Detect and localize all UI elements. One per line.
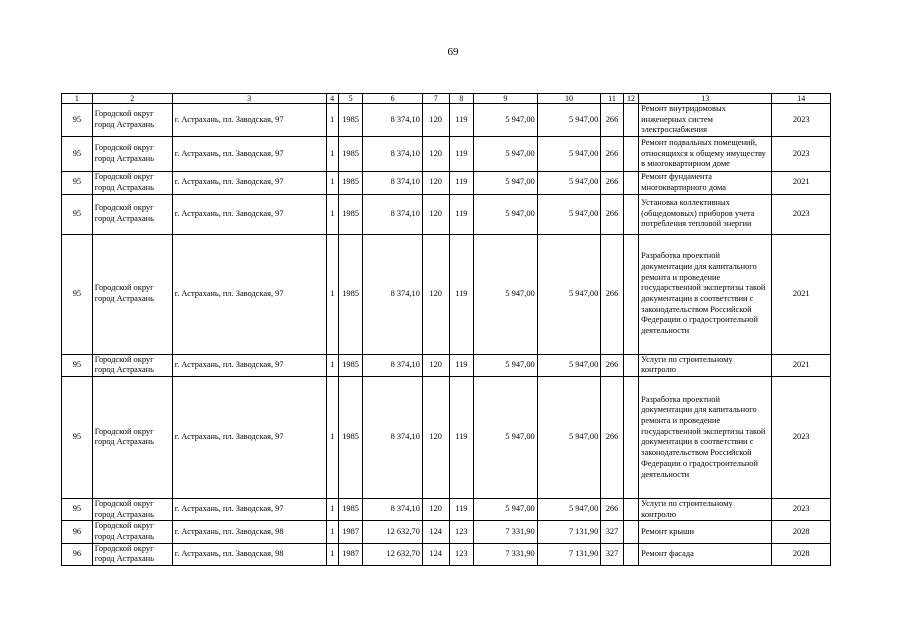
municipality-cell: Городской округ город Астрахань	[92, 104, 172, 137]
table-row	[62, 354, 831, 376]
column-8-value-cell: 123	[449, 521, 474, 543]
address-cell: г. Астрахань, пл. Заводская, 98	[172, 521, 326, 543]
column-number: 2	[92, 94, 172, 104]
column-number: 11	[601, 94, 624, 104]
total-area-cell: 8 374,10	[363, 498, 422, 520]
column-9-value-cell: 5 947,00	[474, 498, 538, 520]
planned-year-cell: 2023	[772, 376, 831, 498]
year-built-cell: 1985	[338, 104, 363, 137]
column-8-value-cell: 119	[449, 104, 474, 137]
address-cell: г. Астрахань, пл. Заводская, 97	[172, 137, 326, 172]
year-built-cell: 1987	[338, 543, 363, 565]
column-8-value-cell: 123	[449, 543, 474, 565]
municipality-cell: Городской округ город Астрахань	[92, 194, 172, 234]
table-row	[62, 376, 831, 498]
column-11-value-cell: 266	[601, 194, 624, 234]
total-area-cell: 12 632,70	[363, 543, 422, 565]
work-type-cell: Ремонт внутридомовых инженерных систем электроснабжения	[639, 104, 772, 137]
total-area-cell: 8 374,10	[363, 194, 422, 234]
year-built-cell: 1985	[338, 354, 363, 376]
column-4-value-cell: 1	[326, 376, 338, 498]
column-9-value-cell: 5 947,00	[474, 104, 538, 137]
column-10-value-cell: 5 947,00	[537, 194, 601, 234]
column-12-value-cell	[623, 354, 638, 376]
column-9-value-cell: 5 947,00	[474, 354, 538, 376]
planned-year-cell: 2023	[772, 137, 831, 172]
planned-year-cell: 2023	[772, 104, 831, 137]
total-area-cell: 8 374,10	[363, 376, 422, 498]
column-number: 5	[338, 94, 363, 104]
column-12-value-cell	[623, 172, 638, 194]
row-number-cell: 95	[62, 234, 93, 354]
address-cell: г. Астрахань, пл. Заводская, 97	[172, 104, 326, 137]
planned-year-cell: 2028	[772, 521, 831, 543]
column-12-value-cell	[623, 194, 638, 234]
year-built-cell: 1985	[338, 234, 363, 354]
column-12-value-cell	[623, 521, 638, 543]
work-type-cell: Услуги по строительному контролю	[639, 354, 772, 376]
column-number-row	[62, 94, 831, 104]
column-7-value-cell: 124	[422, 543, 449, 565]
column-10-value-cell: 5 947,00	[537, 354, 601, 376]
row-number-cell: 95	[62, 172, 93, 194]
column-10-value-cell: 7 131,90	[537, 521, 601, 543]
column-12-value-cell	[623, 376, 638, 498]
table-row	[62, 498, 831, 520]
work-type-cell: Ремонт крыши	[639, 521, 772, 543]
total-area-cell: 8 374,10	[363, 104, 422, 137]
address-cell: г. Астрахань, пл. Заводская, 98	[172, 543, 326, 565]
page-number: 69	[447, 46, 459, 58]
column-9-value-cell: 5 947,00	[474, 137, 538, 172]
column-8-value-cell: 119	[449, 376, 474, 498]
column-11-value-cell: 327	[601, 521, 624, 543]
table-row	[62, 172, 831, 194]
column-10-value-cell: 5 947,00	[537, 376, 601, 498]
total-area-cell: 8 374,10	[363, 172, 422, 194]
municipality-cell: Городской округ город Астрахань	[92, 498, 172, 520]
column-7-value-cell: 120	[422, 104, 449, 137]
column-7-value-cell: 120	[422, 376, 449, 498]
column-7-value-cell: 120	[422, 172, 449, 194]
work-type-cell: Ремонт фасада	[639, 543, 772, 565]
column-7-value-cell: 120	[422, 498, 449, 520]
planned-year-cell: 2021	[772, 354, 831, 376]
total-area-cell: 8 374,10	[363, 137, 422, 172]
total-area-cell: 8 374,10	[363, 234, 422, 354]
column-11-value-cell: 327	[601, 543, 624, 565]
row-number-cell: 96	[62, 543, 93, 565]
column-11-value-cell: 266	[601, 104, 624, 137]
column-number: 4	[326, 94, 338, 104]
column-11-value-cell: 266	[601, 376, 624, 498]
column-7-value-cell: 120	[422, 137, 449, 172]
column-7-value-cell: 120	[422, 194, 449, 234]
column-9-value-cell: 7 331,90	[474, 521, 538, 543]
column-8-value-cell: 119	[449, 172, 474, 194]
row-number-cell: 95	[62, 354, 93, 376]
column-4-value-cell: 1	[326, 521, 338, 543]
column-number: 10	[537, 94, 601, 104]
column-11-value-cell: 266	[601, 137, 624, 172]
column-8-value-cell: 119	[449, 354, 474, 376]
municipality-cell: Городской округ город Астрахань	[92, 137, 172, 172]
table-row	[62, 137, 831, 172]
column-10-value-cell: 7 131,90	[537, 543, 601, 565]
table-row	[62, 194, 831, 234]
municipality-cell: Городской округ город Астрахань	[92, 376, 172, 498]
table-row	[62, 543, 831, 565]
column-8-value-cell: 119	[449, 498, 474, 520]
year-built-cell: 1987	[338, 521, 363, 543]
column-10-value-cell: 5 947,00	[537, 172, 601, 194]
municipality-cell: Городской округ город Астрахань	[92, 543, 172, 565]
column-10-value-cell: 5 947,00	[537, 104, 601, 137]
municipality-cell: Городской округ город Астрахань	[92, 521, 172, 543]
address-cell: г. Астрахань, пл. Заводская, 97	[172, 172, 326, 194]
column-4-value-cell: 1	[326, 194, 338, 234]
column-number: 6	[363, 94, 422, 104]
column-7-value-cell: 124	[422, 521, 449, 543]
row-number-cell: 95	[62, 104, 93, 137]
column-10-value-cell: 5 947,00	[537, 234, 601, 354]
work-type-cell: Установка коллективных (общедомовых) приборов учета потребления тепловой энергии	[639, 194, 772, 234]
column-9-value-cell: 5 947,00	[474, 172, 538, 194]
column-number: 12	[623, 94, 638, 104]
column-9-value-cell: 5 947,00	[474, 376, 538, 498]
row-number-cell: 95	[62, 498, 93, 520]
total-area-cell: 8 374,10	[363, 354, 422, 376]
column-12-value-cell	[623, 543, 638, 565]
column-7-value-cell: 120	[422, 354, 449, 376]
column-number: 8	[449, 94, 474, 104]
capital-repair-table	[61, 93, 831, 566]
work-type-cell: Разработка проектной документации для капитального ремонта и проведение государственной экспертизы такой документации в соответствии с законодательством Российской Федерации о градостроительной деятельности	[639, 376, 772, 498]
column-number: 9	[474, 94, 538, 104]
planned-year-cell: 2021	[772, 172, 831, 194]
column-4-value-cell: 1	[326, 498, 338, 520]
column-11-value-cell: 266	[601, 498, 624, 520]
planned-year-cell: 2023	[772, 194, 831, 234]
work-type-cell: Разработка проектной документации для капитального ремонта и проведение государственной экспертизы такой документации в соответствии с законодательством Российской Федерации о градостроительной деятельности	[639, 234, 772, 354]
municipality-cell: Городской округ город Астрахань	[92, 234, 172, 354]
column-10-value-cell: 5 947,00	[537, 498, 601, 520]
column-7-value-cell: 120	[422, 234, 449, 354]
column-10-value-cell: 5 947,00	[537, 137, 601, 172]
column-number: 7	[422, 94, 449, 104]
address-cell: г. Астрахань, пл. Заводская, 97	[172, 354, 326, 376]
municipality-cell: Городской округ город Астрахань	[92, 172, 172, 194]
column-11-value-cell: 266	[601, 354, 624, 376]
row-number-cell: 95	[62, 194, 93, 234]
column-number: 14	[772, 94, 831, 104]
column-9-value-cell: 7 331,90	[474, 543, 538, 565]
column-9-value-cell: 5 947,00	[474, 234, 538, 354]
address-cell: г. Астрахань, пл. Заводская, 97	[172, 234, 326, 354]
address-cell: г. Астрахань, пл. Заводская, 97	[172, 376, 326, 498]
column-number: 1	[62, 94, 93, 104]
column-4-value-cell: 1	[326, 234, 338, 354]
table-row	[62, 521, 831, 543]
column-4-value-cell: 1	[326, 172, 338, 194]
year-built-cell: 1985	[338, 172, 363, 194]
column-12-value-cell	[623, 498, 638, 520]
municipality-cell: Городской округ город Астрахань	[92, 354, 172, 376]
planned-year-cell: 2023	[772, 498, 831, 520]
column-4-value-cell: 1	[326, 137, 338, 172]
table-row	[62, 104, 831, 137]
work-type-cell: Ремонт фундамента многоквартирного дома	[639, 172, 772, 194]
year-built-cell: 1985	[338, 498, 363, 520]
year-built-cell: 1985	[338, 194, 363, 234]
column-4-value-cell: 1	[326, 354, 338, 376]
row-number-cell: 96	[62, 521, 93, 543]
column-number: 3	[172, 94, 326, 104]
column-8-value-cell: 119	[449, 234, 474, 354]
address-cell: г. Астрахань, пл. Заводская, 97	[172, 194, 326, 234]
planned-year-cell: 2028	[772, 543, 831, 565]
table-row	[62, 234, 831, 354]
row-number-cell: 95	[62, 137, 93, 172]
work-type-cell: Ремонт подвальных помещений, относящихся к общему имуществу в многоквартирном доме	[639, 137, 772, 172]
column-12-value-cell	[623, 137, 638, 172]
column-9-value-cell: 5 947,00	[474, 194, 538, 234]
planned-year-cell: 2021	[772, 234, 831, 354]
year-built-cell: 1985	[338, 376, 363, 498]
address-cell: г. Астрахань, пл. Заводская, 97	[172, 498, 326, 520]
column-12-value-cell	[623, 104, 638, 137]
column-4-value-cell: 1	[326, 543, 338, 565]
column-number: 13	[639, 94, 772, 104]
column-11-value-cell: 266	[601, 234, 624, 354]
column-11-value-cell: 266	[601, 172, 624, 194]
column-8-value-cell: 119	[449, 194, 474, 234]
work-type-cell: Услуги по строительному контролю	[639, 498, 772, 520]
column-4-value-cell: 1	[326, 104, 338, 137]
column-12-value-cell	[623, 234, 638, 354]
year-built-cell: 1985	[338, 137, 363, 172]
total-area-cell: 12 632,70	[363, 521, 422, 543]
row-number-cell: 95	[62, 376, 93, 498]
column-8-value-cell: 119	[449, 137, 474, 172]
